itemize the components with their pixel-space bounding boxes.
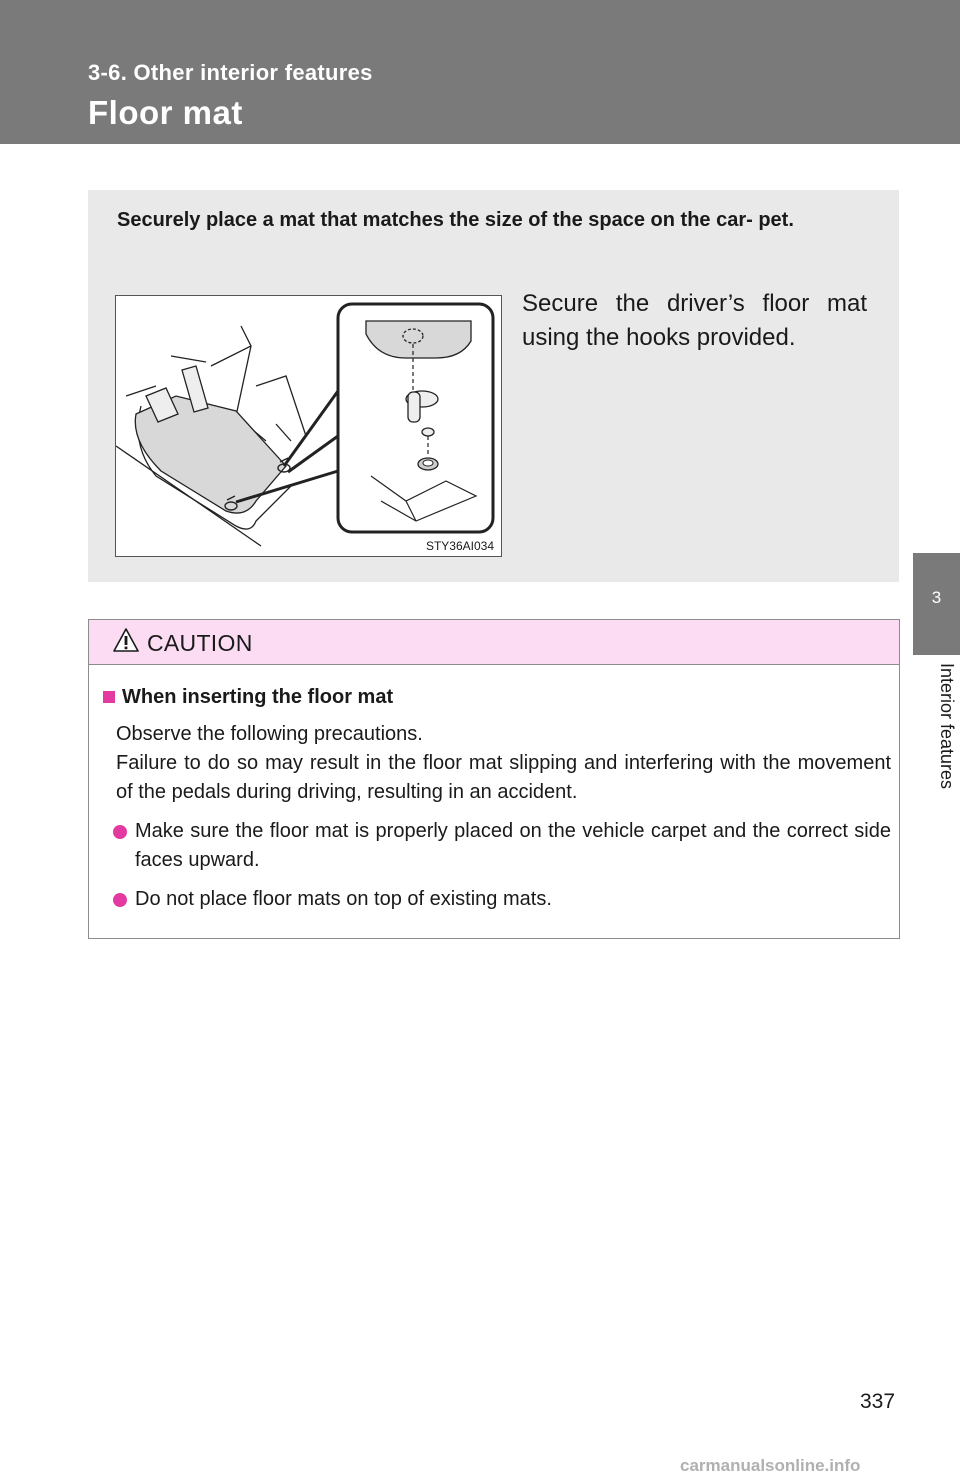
floor-mat-hook-drawing xyxy=(116,296,501,556)
chapter-tab-number: 3 xyxy=(931,588,942,607)
caution-subhead xyxy=(103,682,891,712)
caution-header xyxy=(89,620,899,665)
list-item-text: Do not place floor mats on top of existing mats. xyxy=(135,888,552,910)
list-item xyxy=(135,885,891,914)
section-label: 3-6. Other interior features xyxy=(88,60,373,85)
caution-paragraph xyxy=(116,720,891,807)
bullet-dot-icon xyxy=(113,825,127,839)
caution-subhead-text: When inserting the floor mat xyxy=(122,686,394,708)
warning-triangle-icon xyxy=(113,628,139,652)
list-item xyxy=(135,817,891,875)
watermark: carmanualsonline.info xyxy=(680,1456,861,1475)
intro-text: Securely place a mat that matches the size of the space on the car- pet. xyxy=(117,209,794,231)
caution-body xyxy=(103,682,891,914)
page-title: Floor mat xyxy=(88,94,243,131)
figure-code: STY36AI034 xyxy=(425,539,494,553)
bullet-dot-icon xyxy=(113,893,127,907)
caution-paragraph-line: Observe the following precautions. xyxy=(116,723,423,745)
page-number: 337 xyxy=(860,1390,896,1413)
caution-paragraph-line: Failure to do so may result in the floor mat slipping and interfering with the movement of the pedals during driving, resulting in an accident. xyxy=(116,752,891,803)
caution-box xyxy=(88,619,900,939)
list-item-text: Make sure the floor mat is properly placed on the vehicle carpet and the correct side faces upward. xyxy=(135,820,891,871)
caution-title: CAUTION xyxy=(147,630,253,656)
square-bullet-icon xyxy=(103,691,115,703)
chapter-tab-label: Interior features xyxy=(937,663,957,790)
floor-mat-illustration xyxy=(115,295,502,557)
hook-instruction: Secure the driver’s floor mat using the hooks provided. xyxy=(522,290,867,351)
